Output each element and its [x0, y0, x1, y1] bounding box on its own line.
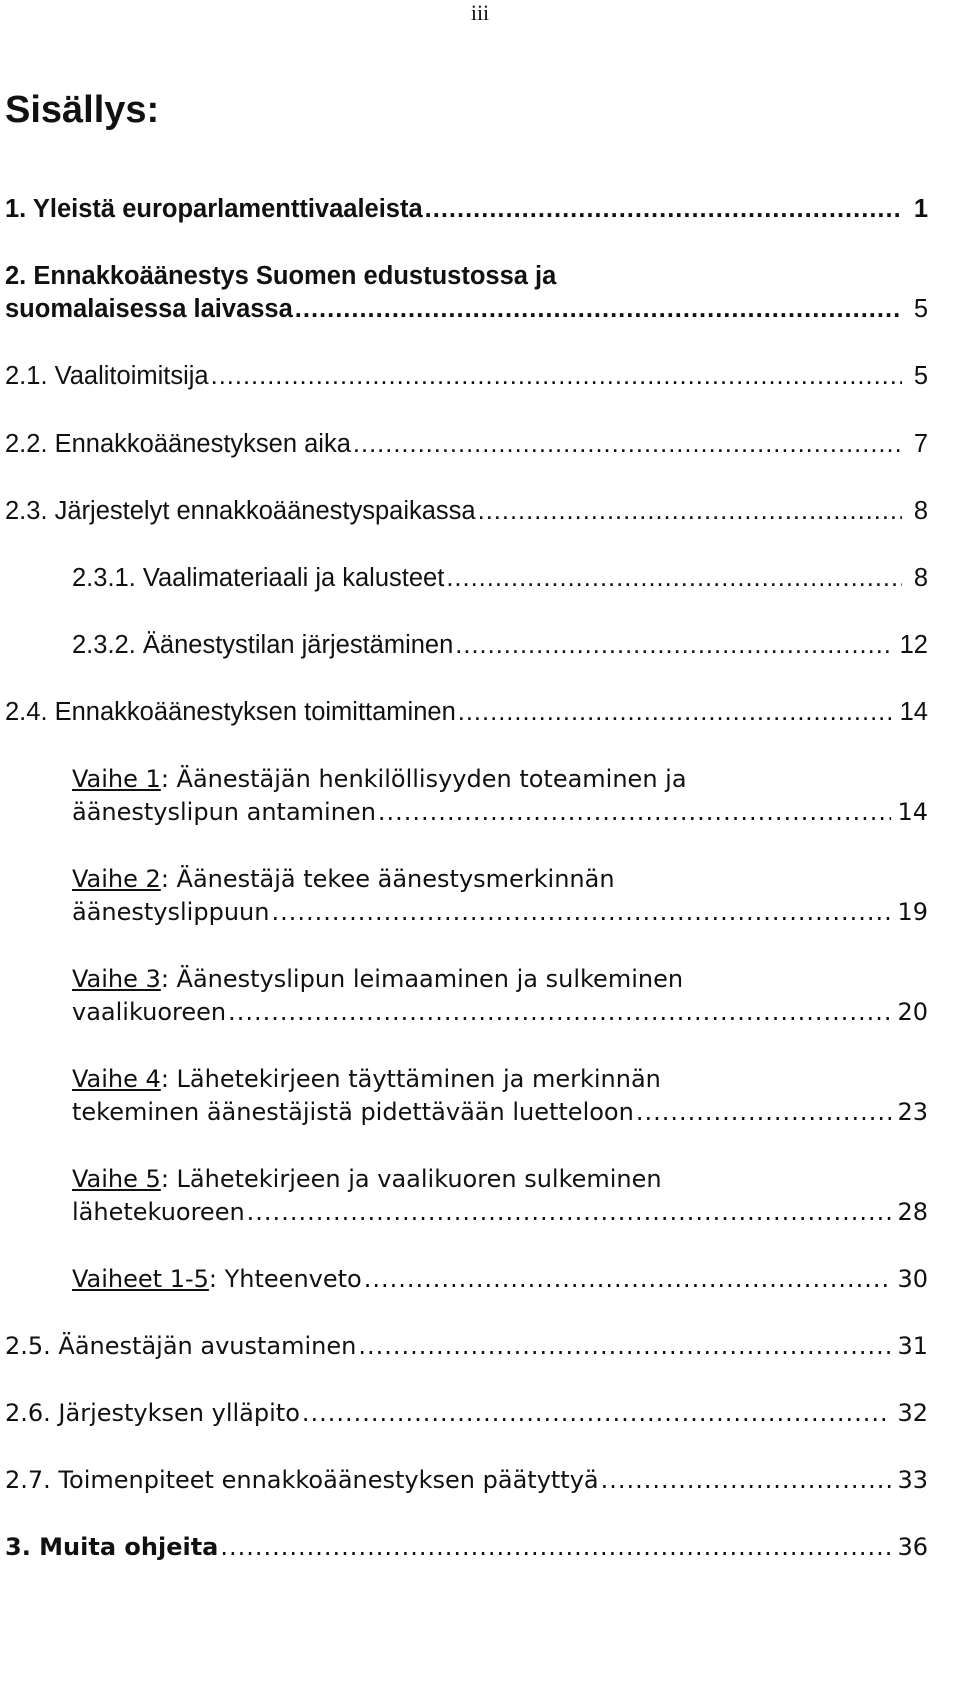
toc-entry-title: 3. Muita ohjeita	[5, 1533, 219, 1561]
toc-entry-2-3-1[interactable]	[72, 562, 928, 594]
toc-entry-vaiheet-1-5[interactable]	[72, 1263, 928, 1295]
toc-page-number: 8	[913, 564, 928, 592]
toc-entry-title: lähetekuoreen	[72, 1198, 245, 1226]
toc-page-number: 36	[897, 1533, 928, 1561]
step-label: Vaihe 5	[72, 1165, 161, 1193]
toc-page-number: 32	[897, 1399, 928, 1427]
toc-entry-title: 1. Yleistä europarlamenttivaaleista	[5, 195, 423, 223]
toc-entry-2-5[interactable]	[5, 1330, 928, 1362]
dot-leader	[358, 1330, 891, 1362]
page-number: iii	[470, 0, 490, 25]
toc-entry-vaihe-3-line1[interactable]	[72, 963, 928, 995]
toc-page-number: 23	[897, 1098, 928, 1126]
dot-leader	[378, 796, 892, 828]
toc-page-number: 5	[913, 295, 928, 323]
toc-page-number: 14	[897, 798, 928, 826]
dot-leader	[295, 293, 902, 325]
dot-leader	[364, 1263, 892, 1295]
toc-entry-2-7[interactable]	[5, 1464, 928, 1496]
toc-page-number: 30	[897, 1265, 928, 1293]
toc-page-number: 1	[913, 195, 928, 223]
step-label: Vaihe 1	[72, 765, 161, 793]
toc-entry-title: äänestyslipun antaminen	[72, 798, 376, 826]
toc-entry-vaihe-4-line1[interactable]	[72, 1063, 928, 1095]
dot-leader	[228, 996, 891, 1028]
step-label: Vaihe 3	[72, 965, 161, 993]
toc-entry-2-6[interactable]	[5, 1397, 928, 1429]
dot-leader	[601, 1464, 892, 1496]
toc-entry-2-1[interactable]	[5, 360, 928, 392]
step-label: Vaihe 4	[72, 1065, 161, 1093]
toc-page-number: 20	[897, 998, 928, 1026]
toc-entry-vaihe-1-line1[interactable]	[72, 763, 928, 795]
dot-leader	[446, 562, 902, 594]
toc-entry-title: 2.6. Järjestyksen ylläpito	[5, 1399, 300, 1427]
toc-entry-2-3[interactable]	[5, 495, 928, 527]
toc-entry-vaihe-2-line2[interactable]	[72, 896, 928, 928]
toc-entry-title: 2.4. Ennakkoäänestyksen toimittaminen	[5, 698, 456, 726]
dot-leader	[302, 1397, 892, 1429]
toc-page-number: 28	[897, 1198, 928, 1226]
dot-leader	[247, 1196, 892, 1228]
toc-entry-2-line2[interactable]	[5, 293, 928, 325]
toc-entry-title: : Äänestäjä tekee äänestysmerkinnän	[160, 865, 615, 893]
toc-entry-vaihe-5-line2[interactable]	[72, 1196, 928, 1228]
toc-entry-title: 2.5. Äänestäjän avustaminen	[5, 1332, 357, 1360]
step-label: Vaihe 2	[72, 865, 161, 893]
toc-page-number: 33	[897, 1466, 928, 1494]
toc-entry-title: 2.1. Vaalitoimitsija	[5, 362, 209, 390]
toc-entry-title: : Äänestäjän henkilöllisyyden toteaminen ja	[160, 765, 687, 793]
dot-leader	[271, 896, 891, 928]
toc-entry-title: 2.3.1. Vaalimateriaali ja kalusteet	[72, 564, 445, 592]
dot-leader	[458, 696, 894, 728]
dot-leader	[455, 629, 893, 661]
toc-entry-vaihe-1-line2[interactable]	[72, 796, 928, 828]
toc-entry-vaihe-4-line2[interactable]	[72, 1096, 928, 1128]
toc-entry-title: : Äänestyslipun leimaaminen ja sulkeminen	[160, 965, 684, 993]
dot-leader	[478, 495, 902, 527]
toc-entry-2-line1[interactable]	[5, 260, 928, 292]
toc-entry-title: 2.7. Toimenpiteet ennakkoäänestyksen päätyttyä	[5, 1466, 599, 1494]
toc-page-number: 7	[913, 430, 928, 458]
toc-page-number: 8	[913, 497, 928, 525]
toc-entry-title: : Yhteenveto	[208, 1265, 362, 1293]
toc-entry-2-3-2[interactable]	[72, 629, 928, 661]
toc-entry-title: : Lähetekirjeen ja vaalikuoren sulkeminen	[160, 1165, 662, 1193]
toc-entry-1[interactable]	[5, 193, 928, 225]
toc-page-number: 14	[899, 698, 928, 726]
toc-entry-vaihe-5-line1[interactable]	[72, 1163, 928, 1195]
toc-entry-title: 2.2. Ennakkoäänestyksen aika	[5, 430, 351, 458]
dot-leader	[211, 360, 902, 392]
step-label: Vaiheet 1-5	[72, 1265, 209, 1293]
toc-entry-title: vaalikuoreen	[72, 998, 227, 1026]
toc-heading: Sisällys:	[5, 89, 160, 131]
toc-page-number: 19	[897, 898, 928, 926]
toc-entry-3[interactable]	[5, 1531, 928, 1563]
toc-entry-title: äänestyslippuun	[72, 898, 270, 926]
toc-entry-title: tekeminen äänestäjistä pidettävään luetteloon	[72, 1098, 634, 1126]
dot-leader	[353, 428, 902, 460]
toc-entry-title: 2.3.2. Äänestystilan järjestäminen	[72, 631, 454, 659]
dot-leader	[425, 193, 902, 225]
toc-entry-vaihe-3-line2[interactable]	[72, 996, 928, 1028]
toc-page-number: 5	[913, 362, 928, 390]
dot-leader	[636, 1096, 892, 1128]
toc-entry-title: 2.3. Järjestelyt ennakkoäänestyspaikassa	[5, 497, 476, 525]
toc-page-number: 12	[899, 631, 928, 659]
dot-leader	[220, 1531, 891, 1563]
toc-entry-title: : Lähetekirjeen täyttäminen ja merkinnän	[160, 1065, 661, 1093]
toc-entry-title: suomalaisessa laivassa	[5, 295, 293, 323]
toc-entry-vaihe-2-line1[interactable]	[72, 863, 928, 895]
toc-page-number: 31	[897, 1332, 928, 1360]
toc-entry-2-4[interactable]	[5, 696, 928, 728]
toc-entry-2-2[interactable]	[5, 428, 928, 460]
toc-entry-title: 2. Ennakkoäänestys Suomen edustustossa ja	[5, 262, 557, 290]
